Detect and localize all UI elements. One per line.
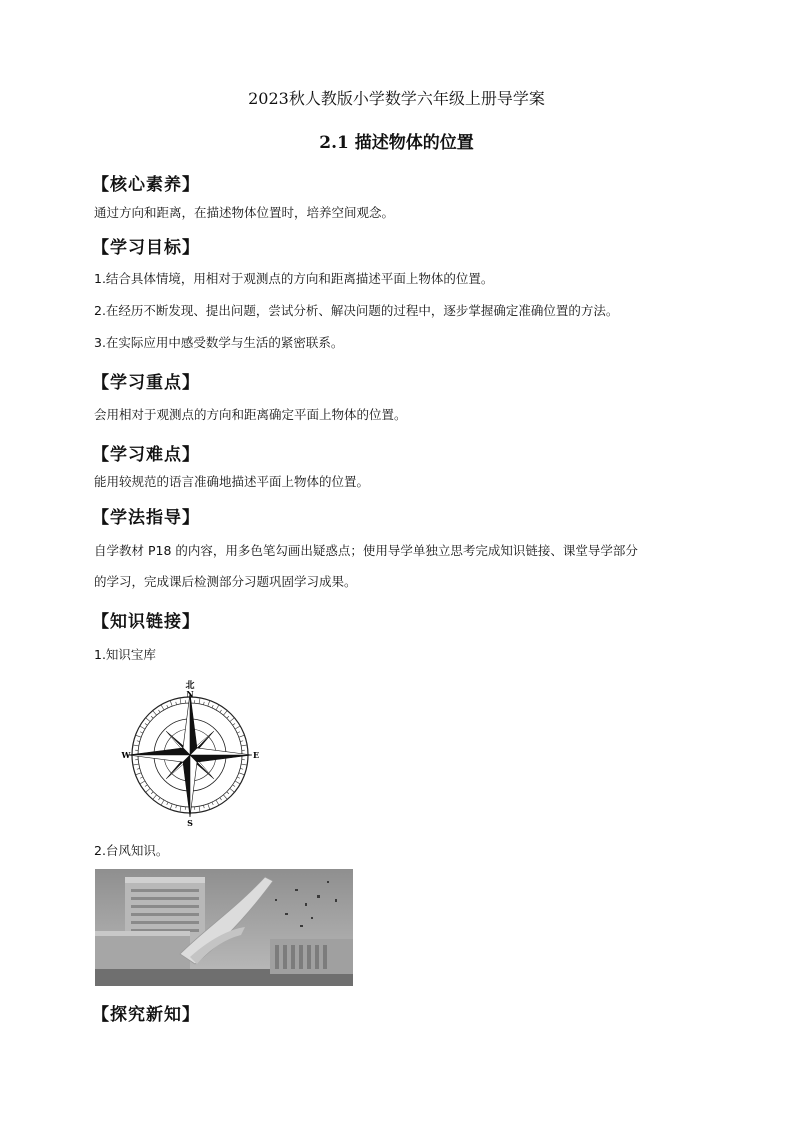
study-method-line-2: 的学习，完成课后检测部分习题巩固学习成果。 [94, 574, 357, 589]
core-literacy-text: 通过方向和距离，在描述物体位置时，培养空间观念。 [94, 205, 395, 220]
compass-w-label: W [121, 750, 131, 760]
compass-e-label: E [252, 750, 260, 760]
lesson-title: 2.1 描述物体的位置 [319, 133, 474, 153]
typhoon-photo [95, 869, 353, 986]
heading-knowledge-links: 【知识链接】 [92, 612, 200, 632]
key-points-text: 会用相对于观测点的方向和距离确定平面上物体的位置。 [94, 407, 407, 422]
goal-item-1: 1.结合具体情境，用相对于观测点的方向和距离描述平面上物体的位置。 [94, 271, 494, 286]
compass-n-label: N [186, 689, 194, 699]
goal-item-2: 2.在经历不断发现、提出问题，尝试分析、解决问题的过程中，逐步掌握确定准确位置的方法。 [94, 303, 619, 318]
heading-core-literacy: 【核心素养】 [92, 175, 200, 195]
difficulties-text: 能用较规范的语言准确地描述平面上物体的位置。 [94, 474, 370, 489]
compass-rose-image [120, 678, 260, 828]
heading-key-points: 【学习重点】 [92, 373, 200, 393]
heading-explore: 【探究新知】 [92, 1005, 200, 1025]
study-method-line-1: 自学教材 P18 的内容，用多色笔勾画出疑惑点；使用导学单独立思考完成知识链接、课堂导学部分 [94, 543, 638, 558]
compass-north-cn-label: 北 [185, 681, 195, 691]
knowledge-item-1: 1.知识宝库 [94, 647, 156, 662]
heading-study-method: 【学法指导】 [92, 508, 200, 528]
knowledge-item-2: 2.台风知识。 [94, 843, 169, 858]
heading-learning-goals: 【学习目标】 [92, 238, 200, 258]
goal-item-3: 3.在实际应用中感受数学与生活的紧密联系。 [94, 335, 344, 350]
heading-difficulties: 【学习难点】 [92, 445, 200, 465]
compass-s-label: S [187, 818, 193, 828]
document-title: 2023秋人教版小学数学六年级上册导学案 [248, 89, 545, 108]
